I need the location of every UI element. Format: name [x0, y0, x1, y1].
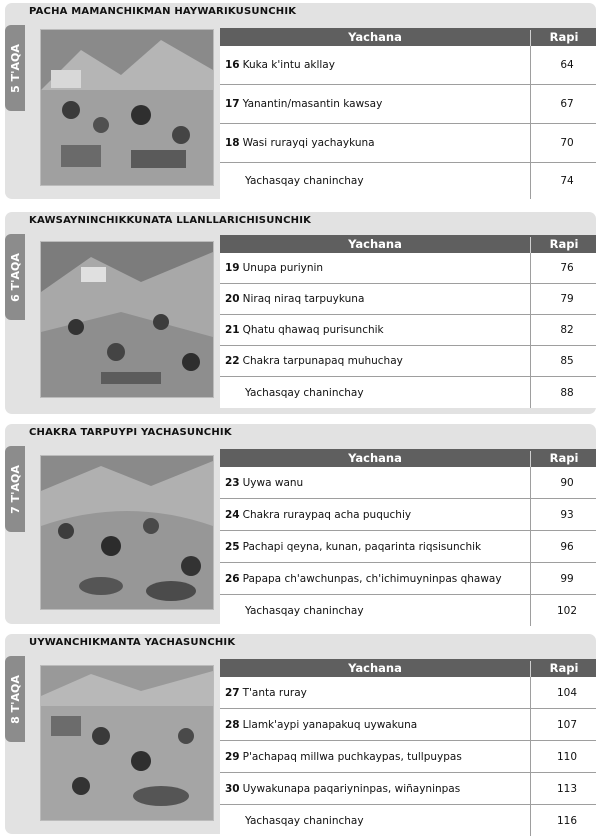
page-number: 74	[560, 175, 574, 187]
toc-table	[220, 28, 596, 199]
lesson-number: 28	[225, 718, 240, 731]
toc-row[interactable]	[220, 741, 596, 773]
lesson-title: Uywakunapa paqariyninpas, wiñayninpas	[242, 782, 461, 795]
page-number: 76	[560, 262, 574, 274]
lesson-title: Yachasqay chaninchay	[245, 604, 364, 617]
unit-illustration	[40, 241, 214, 398]
unit-illustration	[40, 665, 214, 821]
toc-header	[220, 449, 596, 467]
unit-8-block	[5, 634, 596, 834]
unit-title: UYWANCHIKMANTA YACHASUNCHIK	[29, 637, 236, 648]
unit-7-block	[5, 424, 596, 624]
toc-table	[220, 449, 596, 626]
lesson-title: Niraq niraq tarpuykuna	[242, 293, 365, 305]
toc-row[interactable]	[220, 677, 596, 709]
lesson-column-header: Yachana	[348, 237, 402, 251]
lesson-title: Pachapi qeyna, kunan, paqarinta riqsisunchik	[242, 540, 482, 553]
lesson-title: Yachasqay chaninchay	[245, 175, 364, 187]
unit-tab: 6 T'AQA	[5, 234, 25, 320]
unit-illustration	[40, 29, 214, 186]
toc-table	[220, 235, 596, 408]
page-column-header: Rapi	[530, 237, 597, 253]
lesson-title: Papapa ch'awchunpas, ch'ichimuyninpas qhaway	[242, 572, 502, 585]
unit-illustration	[40, 455, 214, 610]
unit-tab: 5 T'AQA	[5, 25, 25, 111]
page-number: 90	[560, 476, 574, 489]
unit-title: KAWSAYNINCHIKKUNATA LLANLLARICHISUNCHIK	[29, 215, 312, 226]
toc-row[interactable]	[220, 46, 596, 85]
lesson-column-header: Yachana	[348, 661, 402, 675]
toc-row[interactable]	[220, 253, 596, 284]
lesson-number: 19	[225, 262, 240, 274]
page-column-header: Rapi	[530, 30, 597, 46]
lesson-title: Uywa wanu	[242, 476, 304, 489]
lesson-column-header: Yachana	[348, 30, 402, 44]
lesson-title: Yachasqay chaninchay	[245, 386, 364, 399]
lesson-number: 25	[225, 540, 240, 553]
toc-header	[220, 659, 596, 677]
page-number: 113	[556, 782, 578, 795]
lesson-number: 30	[225, 782, 240, 795]
toc-row[interactable]	[220, 773, 596, 805]
page-number: 64	[560, 59, 574, 71]
lesson-number: 18	[225, 137, 240, 149]
toc-row[interactable]	[220, 499, 596, 531]
page-number: 70	[560, 137, 574, 149]
page-number: 104	[556, 686, 578, 699]
toc-row[interactable]	[220, 563, 596, 595]
unit-tab: 7 T'AQA	[5, 446, 25, 532]
lesson-title: Chakra tarpunapaq muhuchay	[242, 355, 403, 367]
lesson-title: T'anta ruray	[242, 686, 307, 699]
page-number: 99	[560, 572, 574, 585]
toc-row-review[interactable]	[220, 163, 596, 199]
unit-title: PACHA MAMANCHIKMAN HAYWARIKUSUNCHIK	[29, 6, 297, 17]
page-number: 88	[560, 386, 574, 399]
lesson-title: Unupa puriynin	[242, 262, 324, 274]
page-number: 110	[556, 750, 578, 763]
lesson-title: Yachasqay chaninchay	[245, 814, 364, 827]
unit-5-block	[5, 3, 596, 199]
page-number: 107	[556, 718, 578, 731]
lesson-number: 16	[225, 59, 240, 71]
lesson-title: P'achapaq millwa puchkaypas, tullpuypas	[242, 750, 462, 763]
page-number: 116	[556, 814, 578, 827]
page-number: 93	[560, 508, 574, 521]
toc-row[interactable]	[220, 531, 596, 563]
toc-header	[220, 235, 596, 253]
unit-6-block	[5, 212, 596, 414]
lesson-number: 23	[225, 476, 240, 489]
page-number: 82	[560, 324, 574, 336]
page-number: 79	[560, 293, 574, 305]
toc-row[interactable]	[220, 709, 596, 741]
lesson-column-header: Yachana	[348, 451, 402, 465]
unit-tab: 8 T'AQA	[5, 656, 25, 742]
toc-row[interactable]	[220, 467, 596, 499]
lesson-number: 29	[225, 750, 240, 763]
toc-row[interactable]	[220, 315, 596, 346]
toc-row-review[interactable]	[220, 377, 596, 408]
lesson-title: Yanantin/masantin kawsay	[242, 98, 383, 110]
page-number: 102	[556, 604, 578, 617]
page-number: 67	[560, 98, 574, 110]
lesson-title: Kuka k'intu akllay	[242, 59, 335, 71]
lesson-number: 17	[225, 98, 240, 110]
toc-row[interactable]	[220, 346, 596, 377]
page-column-header: Rapi	[530, 451, 597, 467]
lesson-number: 22	[225, 355, 240, 367]
page-number: 85	[560, 355, 574, 367]
lesson-number: 27	[225, 686, 240, 699]
page-column-header: Rapi	[530, 661, 597, 677]
lesson-title: Chakra ruraypaq acha puquchiy	[242, 508, 412, 521]
lesson-title: Qhatu qhawaq purisunchik	[242, 324, 384, 336]
toc-header	[220, 28, 596, 46]
unit-title: CHAKRA TARPUYPI YACHASUNCHIK	[29, 427, 232, 438]
lesson-title: Llamk'aypi yanapakuq uywakuna	[242, 718, 418, 731]
toc-row[interactable]	[220, 284, 596, 315]
lesson-number: 21	[225, 324, 240, 336]
toc-row[interactable]	[220, 85, 596, 124]
lesson-title: Wasi rurayqi yachaykuna	[242, 137, 375, 149]
lesson-number: 20	[225, 293, 240, 305]
toc-row[interactable]	[220, 124, 596, 163]
lesson-number: 26	[225, 572, 240, 585]
toc-table	[220, 659, 596, 836]
toc-row-review[interactable]	[220, 805, 596, 836]
toc-row-review[interactable]	[220, 595, 596, 626]
page-number: 96	[560, 540, 574, 553]
lesson-number: 24	[225, 508, 240, 521]
